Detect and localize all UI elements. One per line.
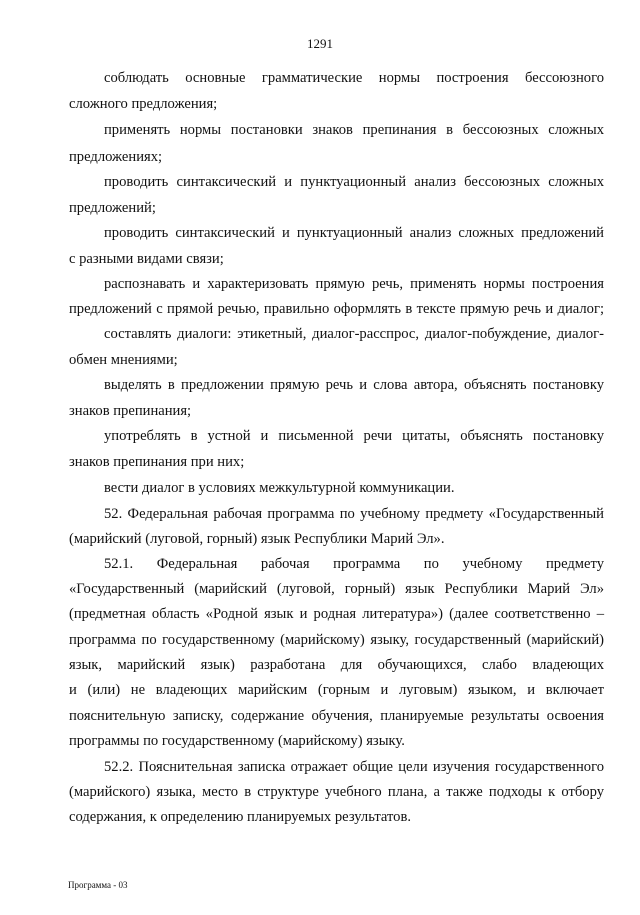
text-line: применять нормы постановки знаков препинания в бессоюзных сложных — [104, 122, 604, 138]
text-line: сложного предложения; — [69, 96, 218, 112]
text-line: программы по государственному (марийскому) языку. — [69, 733, 405, 749]
text-line: знаков препинания; — [69, 403, 192, 419]
text-line: знаков препинания при них; — [69, 454, 245, 470]
text-line: (марийского) языка, место в структуре учебного плана, а также подходы к отбору — [69, 784, 604, 800]
text-line: язык, марийский язык) разработана для обучающихся, слабо владеющих — [69, 657, 604, 673]
text-line: (предметная область «Родной язык и родная литература») (далее соответственно – — [69, 606, 604, 622]
footer-label: Программа - 03 — [68, 880, 128, 890]
text-line: содержания, к определению планируемых результатов. — [69, 809, 411, 825]
text-line: программа по государственному (марийскому) языку, государственный (марийский) — [69, 632, 604, 648]
text-line: проводить синтаксический и пунктуационный анализ сложных предложений — [104, 225, 604, 241]
text-line: предложениях; — [69, 149, 163, 165]
text-line: распознавать и характеризовать прямую речь, применять нормы построения — [104, 276, 604, 292]
text-line: с разными видами связи; — [69, 251, 224, 267]
text-line: выделять в предложении прямую речь и слова автора, объяснять постановку — [104, 377, 604, 393]
text-line: составлять диалоги: этикетный, диалог-расспрос, диалог-побуждение, диалог- — [104, 326, 604, 342]
text-line: вести диалог в условиях межкультурной коммуникации. — [104, 480, 455, 496]
text-line: соблюдать основные грамматические нормы построения бессоюзного — [104, 70, 604, 86]
text-line: пояснительную записку, содержание обучения, планируемые результаты освоения — [69, 708, 604, 724]
text-line: употреблять в устной и письменной речи цитаты, объяснять постановку — [104, 428, 604, 444]
text-line: 52.1. Федеральная рабочая программа по учебному предмету — [104, 556, 604, 572]
text-line: 52. Федеральная рабочая программа по учебному предмету «Государственный — [104, 506, 604, 522]
text-line: «Государственный (марийский (луговой, горный) язык Республики Марий Эл» — [69, 581, 604, 597]
text-line: проводить синтаксический и пунктуационный анализ бессоюзных сложных — [104, 174, 604, 190]
text-line: предложений; — [69, 200, 156, 216]
text-line: 52.2. Пояснительная записка отражает общие цели изучения государственного — [104, 759, 604, 775]
text-line: обмен мнениями; — [69, 352, 178, 368]
text-line: предложений с прямой речью, правильно оформлять в тексте прямую речь и диалог; — [69, 301, 604, 317]
page-number: 1291 — [307, 36, 333, 51]
text-line: и (или) не владеющих марийским (горным и луговым) языком, и включает — [69, 682, 604, 698]
text-line: (марийский (луговой, горный) язык Республики Марий Эл». — [69, 531, 445, 547]
